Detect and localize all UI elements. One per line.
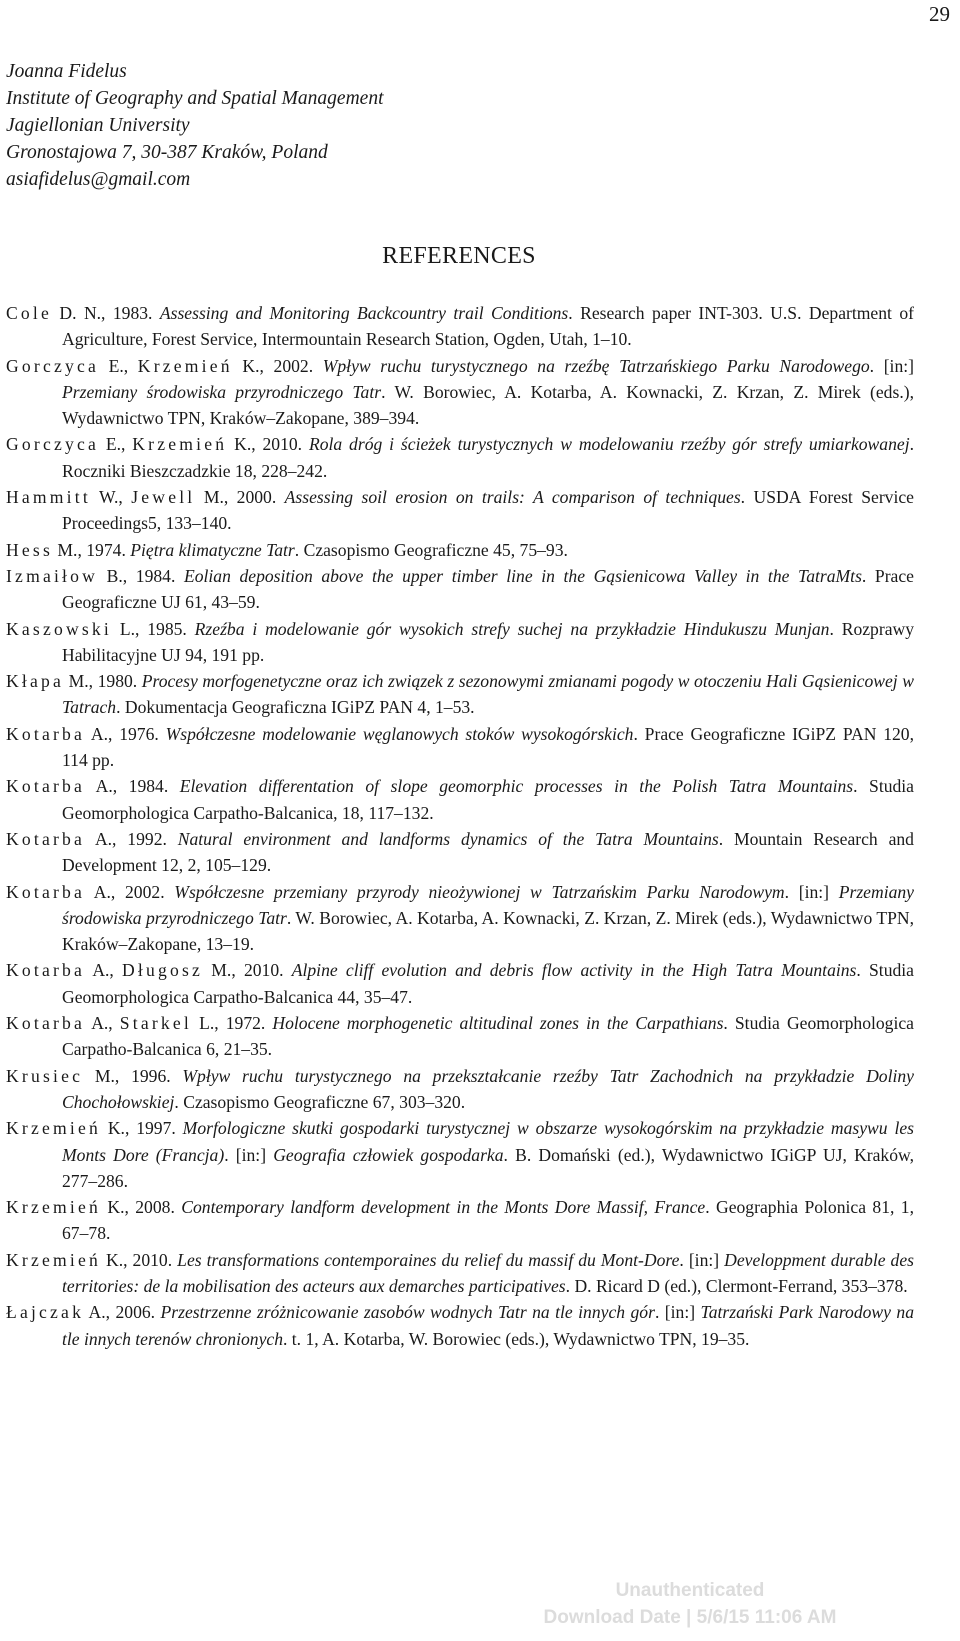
reference-text: . Mountain Research and Development 12, 2, 105–129. xyxy=(62,828,914,876)
reference-text: D. N., 1983. xyxy=(52,303,160,323)
reference-entry xyxy=(6,1194,914,1247)
reference-text: . Research paper INT-303. U.S. Department of Agriculture, Forest Service, Intermountain Research Station, Ogden, Utah, 1–10. xyxy=(62,303,914,350)
reference-entry xyxy=(6,668,914,721)
reference-text: K., 2008. xyxy=(100,1197,182,1218)
reference-title: Holocene morphogenetic altitudinal zones in the Carpathians xyxy=(272,1013,724,1034)
reference-author: Kotarba xyxy=(6,1013,86,1034)
reference-title: Rola dróg i ścieżek turystycznych w modelowaniu rzeźby gór strefy umiarkowanej xyxy=(308,434,910,455)
reference-text: B., 1984. xyxy=(98,565,184,586)
reference-author: Hess xyxy=(6,539,54,560)
reference-text: M., 1974. xyxy=(53,539,131,560)
reference-text: . t. 1, A. Kotarba, W. Borowiec (eds.), Wydawnictwo TPN, 19–35. xyxy=(283,1328,750,1349)
reference-text: K., 2002. xyxy=(232,355,323,376)
reference-text: W., xyxy=(90,487,132,508)
reference-text: A., 1984. xyxy=(85,776,180,797)
reference-author: Cole xyxy=(6,303,53,323)
page-number: 29 xyxy=(929,2,950,26)
reference-entry xyxy=(6,300,914,353)
reference-text: . Geographia Polonica 81, 1, 67–78. xyxy=(62,1197,914,1244)
reference-entry xyxy=(6,353,914,432)
reference-text: L., 1985. xyxy=(112,618,195,639)
reference-author: Łajczak xyxy=(6,1302,85,1323)
reference-title: Assessing soil erosion on trails: A comparison of techniques xyxy=(284,487,741,508)
reference-author: Długosz xyxy=(122,960,204,981)
reference-text: . Czasopismo Geograficzne 45, 75–93. xyxy=(294,539,568,560)
reference-author: Hammitt xyxy=(6,487,91,508)
reference-entry xyxy=(6,431,914,484)
reference-text: A., 1992. xyxy=(85,828,178,849)
reference-text: . Czasopismo Geograficzne 67, 303–320. xyxy=(174,1091,466,1112)
reference-title: Eolian deposition above the upper timber line in the Gąsienicowa Valley in the TatraMts xyxy=(183,565,862,586)
reference-entry xyxy=(6,721,914,774)
reference-entry xyxy=(6,773,914,826)
reference-title: Elevation differentation of slope geomorphic processes in the Polish Tatra Mountains xyxy=(179,776,854,797)
reference-author: Jewell xyxy=(131,487,196,508)
watermark-unauthenticated: Unauthenticated xyxy=(615,1580,765,1601)
reference-text: A., xyxy=(85,960,123,981)
reference-text: . W. Borowiec, A. Kotarba, A. Kownacki, Z. Krzan, Z. Mirek (eds.), Wydawnictwo TPN, Kraków–Zakopane, 13–19. xyxy=(62,907,914,955)
reference-title: Przemiany środowiska przyrodniczego Tatr xyxy=(62,381,382,402)
reference-text: A., 1976. xyxy=(85,723,166,744)
reference-entry xyxy=(6,537,914,563)
reference-title: Assessing and Monitoring Backcountry trail Conditions xyxy=(159,303,569,323)
reference-title: Wpływ ruchu turystycznego na przekształcanie rzeźby Tatr Zachodnich na przykładzie Doliny Chochołowskiej xyxy=(62,1065,914,1112)
reference-text: . Studia Geomorphologica Carpatho-Balcanica 6, 21–35. xyxy=(62,1013,914,1060)
reference-author: Gorczyca xyxy=(6,434,99,455)
reference-text: . Studia Geomorphologica Carpatho-Balcanica 44, 35–47. xyxy=(62,960,914,1007)
reference-text: K., 1997. xyxy=(100,1118,183,1139)
reference-title: Przestrzenne zróżnicowanie zasobów wodnych Tatr na tle innych gór xyxy=(160,1302,655,1323)
reference-title: Współczesne przemiany przyrody nieożywionej w Tatrzańskim Parku Narodowym xyxy=(174,881,785,902)
reference-title: Procesy morfogenetyczne oraz ich związek z sezonowymi zmianami pogody w otoczeniu Hali Gąsienicowej w Tatrach xyxy=(62,671,914,718)
reference-author: Kaszowski xyxy=(6,618,113,639)
author-university: Jagiellonian University xyxy=(6,115,190,136)
reference-text: . [in:] xyxy=(784,881,839,902)
reference-title: Piętra klimatyczne Tatr xyxy=(130,539,295,560)
author-address: Gronostajowa 7, 30-387 Kraków, Poland xyxy=(6,142,328,163)
reference-title: Wpływ ruchu turystycznego na rzeźbę Tatrzańskiego Parku Narodowego xyxy=(322,355,870,376)
reference-text: . [in:] xyxy=(654,1302,701,1323)
reference-entry xyxy=(6,1299,914,1352)
reference-text: A., 2002. xyxy=(85,881,175,902)
reference-text: E., xyxy=(99,355,138,376)
reference-title: Alpine cliff evolution and debris flow activity in the High Tatra Mountains xyxy=(291,960,857,981)
reference-text: . D. Ricard D (ed.), Clermont-Ferrand, 353–378. xyxy=(565,1275,908,1296)
reference-text: . Studia Geomorphologica Carpatho-Balcanica, 18, 117–132. xyxy=(62,776,914,823)
reference-title: Geografia człowiek gospodarka xyxy=(273,1144,504,1165)
reference-text: M., 2010. xyxy=(203,960,292,981)
reference-title: Współczesne modelowanie węglanowych stoków wysokogórskich xyxy=(165,723,634,744)
reference-text: . [in:] xyxy=(679,1249,725,1270)
reference-text: . Dokumentacja Geograficzna IGiPZ PAN 4, 1–53. xyxy=(116,697,475,718)
reference-text: . Rozprawy Habilitacyjne UJ 94, 191 pp. xyxy=(62,618,915,665)
reference-text: A., xyxy=(85,1013,120,1034)
reference-entry xyxy=(6,616,914,669)
reference-author: Gorczyca xyxy=(6,355,99,376)
reference-entry xyxy=(6,879,914,958)
reference-title: Contemporary landform development in the Monts Dore Massif, France xyxy=(181,1197,706,1218)
reference-author: Kotarba xyxy=(6,828,86,849)
reference-text: M., 1980. xyxy=(64,671,142,692)
reference-text: . W. Borowiec, A. Kotarba, A. Kownacki, Z. Krzan, Z. Mirek (eds.), Wydawnictwo TPN, Kraków–Zakopane, 389–394. xyxy=(62,381,914,429)
reference-text: E., xyxy=(99,434,133,455)
reference-entry xyxy=(6,826,914,879)
reference-text: K., 2010. xyxy=(227,434,309,455)
reference-text: . USDA Forest Service Proceedings5, 133–140. xyxy=(62,487,914,534)
reference-title: Natural environment and landforms dynamics of the Tatra Mountains xyxy=(177,828,719,849)
reference-list xyxy=(6,300,914,1352)
reference-entry xyxy=(6,484,914,537)
watermark-download-date: Download Date | 5/6/15 11:06 AM xyxy=(543,1607,837,1628)
reference-author: Kotarba xyxy=(6,723,86,744)
reference-author: Krzemień xyxy=(6,1197,101,1218)
reference-text: . B. Domański (ed.), Wydawnictwo IGiGP UJ, Kraków, 277–286. xyxy=(62,1144,914,1191)
reference-author: Krzemień xyxy=(132,434,228,455)
reference-title: Przemiany środowiska przyrodniczego Tatr xyxy=(62,881,914,928)
reference-entry xyxy=(6,1115,914,1194)
reference-title: Les transformations contemporaines du relief du massif du Mont-Dore xyxy=(177,1249,680,1270)
reference-text: K., 2010. xyxy=(100,1249,178,1270)
author-institute: Institute of Geography and Spatial Management xyxy=(6,88,384,109)
reference-author: Krzemień xyxy=(6,1118,101,1139)
reference-text: M., 2000. xyxy=(195,487,285,508)
reference-author: Kotarba xyxy=(6,776,86,797)
author-block xyxy=(6,58,384,193)
reference-text: . Roczniki Bieszczadzkie 18, 228–242. xyxy=(62,434,914,481)
reference-author: Krzemień xyxy=(137,355,233,376)
reference-title: Tatrzański Park Narodowy na tle innych terenów chronionych xyxy=(62,1302,914,1349)
reference-text: . Prace Geograficzne IGiPZ PAN 120, 114 pp. xyxy=(62,723,914,771)
reference-title: Developpment durable des territories: de la mobilisation des acteurs aux demarches participatives xyxy=(62,1249,914,1296)
author-name: Joanna Fidelus xyxy=(6,61,127,82)
reference-author: Krusiec xyxy=(6,1065,84,1086)
reference-text: L., 1972. xyxy=(192,1013,273,1034)
reference-entry xyxy=(6,1247,914,1300)
reference-entry xyxy=(6,1063,914,1116)
reference-author: Kotarba xyxy=(6,960,86,981)
reference-text: . [in:] xyxy=(869,355,914,376)
reference-author: Starkel xyxy=(119,1013,193,1034)
reference-author: Kotarba xyxy=(6,881,86,902)
reference-text: . [in:] xyxy=(224,1144,274,1165)
reference-entry xyxy=(6,957,914,1010)
reference-author: Krzemień xyxy=(6,1249,101,1270)
reference-author: Izmaiłow xyxy=(6,565,99,586)
reference-entry xyxy=(6,563,914,616)
reference-text: A., 2006. xyxy=(84,1302,161,1323)
reference-text: M., 1996. xyxy=(83,1065,183,1086)
reference-title: Morfologiczne skutki gospodarki turystycznej w obszarze wysokogórskim na przykładzie masywu les Monts Dore (Francja) xyxy=(62,1118,914,1165)
author-email: asiafidelus@gmail.com xyxy=(6,169,191,190)
reference-author: Kłapa xyxy=(6,671,65,692)
reference-entry xyxy=(6,1010,914,1063)
reference-text: . Prace Geograficzne UJ 61, 43–59. xyxy=(62,565,914,613)
reference-title: Rzeźba i modelowanie gór wysokich strefy suchej na przykładzie Hindukuszu Munjan xyxy=(194,618,830,639)
references-heading: REFERENCES xyxy=(382,243,536,269)
